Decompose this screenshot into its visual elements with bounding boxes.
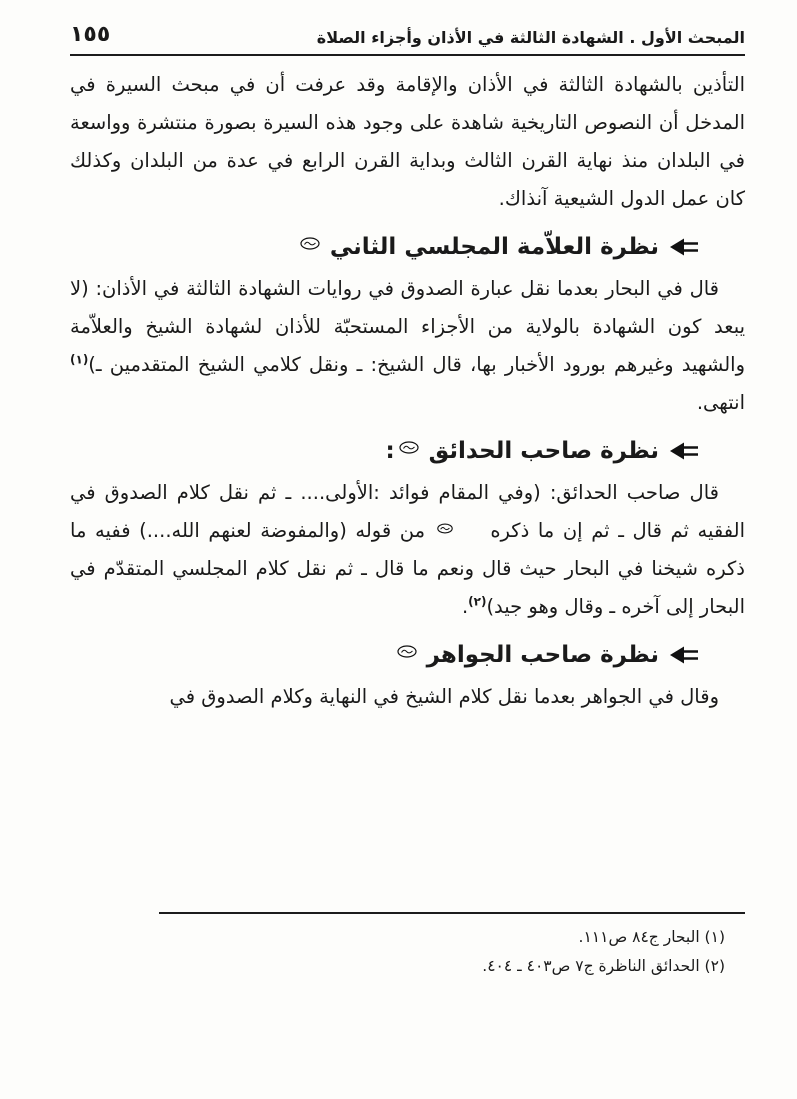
footnote-marker-1: (١) [70,352,89,367]
section-heading-jawahir [70,642,745,668]
section-jawahir [70,642,745,716]
arrow-bullet-icon [669,645,699,665]
page-body [70,66,745,716]
paragraph-text: قال صاحب الحدائق: (وفي المقام فوائد :الأولى.... ـ ثم نقل كلام الصدوق في الفقيه ثم قال ـ ثم إن ما ذكره [70,481,745,543]
paragraph-tail: . [461,595,469,619]
section-heading-majlisi [70,234,745,260]
header-title: المبحث الأول . الشهادة الثالثة في الأذان وأجزاء الصلاة [316,28,745,47]
honorific-icon [437,509,479,547]
heading-suffix: : [385,438,395,465]
section-majlisi [70,234,745,422]
footnote-rule [159,912,745,914]
section-hadaiq [70,438,745,626]
paragraph-text: من قوله (والمفوضة لعنهم الله....) ففيه ما ذكره شيخنا في البحار حيث قال ونعم ما قال ـ ثم نقل كلام المجلسي المتقدّم في البحار إلى آخره ـ وقال وهو جيد) [70,519,745,619]
heading-text: نظرة صاحب الحدائق [428,438,659,465]
honorific-icon [397,645,417,658]
heading-text: نظرة صاحب الجواهر [426,642,659,669]
paragraph-hadaiq [70,474,745,626]
section-heading-hadaiq [70,438,745,464]
footnote-marker-2: (٢) [468,594,487,609]
paragraph-tail: انتهى. [696,391,745,415]
page-header [70,22,745,56]
arrow-bullet-icon [669,441,699,461]
footnote-2: (٢) الحدائق الناظرة ج٧ ص٤٠٣ ـ ٤٠٤. [482,956,725,975]
honorific-icon [300,237,320,250]
paragraph-intro: التأذين بالشهادة الثالثة في الأذان والإقامة وقد عرفت أن في مبحث السيرة في المدخل أن النصوص التاريخية شاهدة على وجود هذه السيرة بصورة منتشرة وواسعة في البلدان منذ نهاية القرن الثالث وبداية القرن الرابع في عدة من البلدان وكذلك كان عمل الدول الشيعية آنذاك. [70,73,745,211]
paragraph-jawahir: وقال في الجواهر بعدما نقل كلام الشيخ في النهاية وكلام الصدوق في [169,685,719,709]
footnotes-area [70,912,745,980]
paragraph-majlisi [70,270,745,422]
honorific-icon [399,441,419,454]
page-number: ١٥٥ [70,22,111,47]
footnote-1: (١) البحار ج٨٤ ص١١١. [578,928,725,946]
heading-text: نظرة العلاّمة المجلسي الثاني [329,234,659,261]
arrow-bullet-icon [669,237,699,257]
paragraph-text: قال في البحار بعدما نقل عبارة الصدوق في روايات الشهادة الثالثة في الأذان: (لا يبعد كون الشهادة بالولاية من الأجزاء المستحبّة للأذان لشهادة الشيخ والعلاّمة والشهيد وغيرهم بورود الأخبار بها، قال الشيخ: ـ ونقل كلامي الشيخ المتقدمين ـ) [70,277,745,377]
